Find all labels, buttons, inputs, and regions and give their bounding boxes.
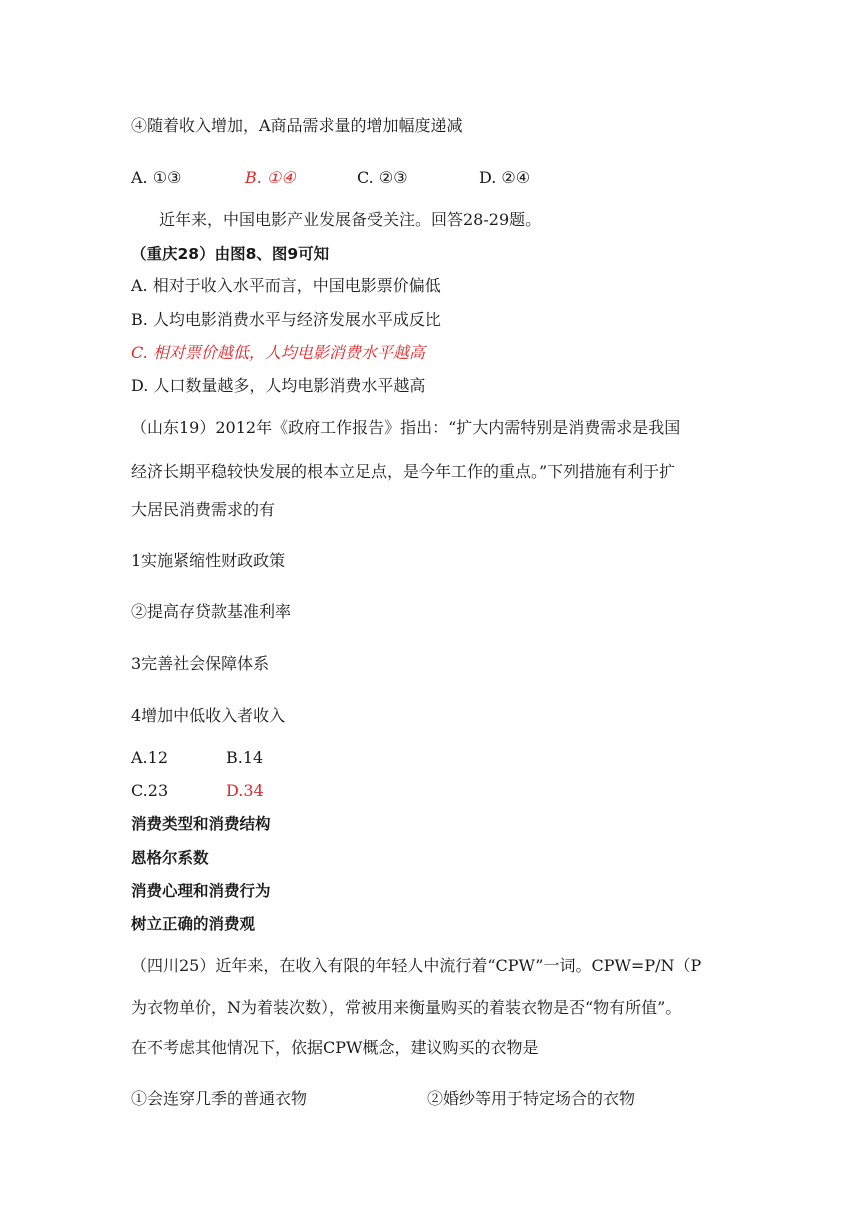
q-prev-option-d: D. ②④ <box>479 168 531 187</box>
q28-option-d: D. 人口数量越多，人均电影消费水平越高 <box>131 376 426 395</box>
q19-stem-line-2: 经济长期平稳较快发展的根本立足点，是今年工作的重点。”下列措施有利于扩 <box>131 462 676 481</box>
q28-option-b: B. 人均电影消费水平与经济发展水平成反比 <box>131 310 441 329</box>
q19-option-a: A.12 <box>131 748 168 767</box>
q-prev-option-a: A. ①③ <box>131 168 182 187</box>
q-prev-option-c: C. ②③ <box>357 168 408 187</box>
q25-stem-line-2: 为衣物单价，N为着装次数），常被用来衡量购买的着装衣物是否“物有所值”。 <box>131 998 682 1017</box>
section-heading-consumer-psychology: 消费心理和消费行为 <box>131 882 271 900</box>
q19-item-2: ②提高存贷款基准利率 <box>131 602 292 621</box>
q19-stem-line-3: 大居民消费需求的有 <box>131 500 276 519</box>
q19-item-3: 3完善社会保障体系 <box>131 654 270 673</box>
q25-item-2: ②婚纱等用于特定场合的衣物 <box>427 1089 636 1108</box>
q25-stem-line-1: （四川25）近年来，在收入有限的年轻人中流行着“CPW”一词。CPW=P/N（P <box>131 956 702 975</box>
section-heading-consumption-types: 消费类型和消费结构 <box>131 815 271 833</box>
q-prev-item-4: ④随着收入增加，A商品需求量的增加幅度递减 <box>131 116 463 135</box>
q28-stem: （重庆28）由图8、图9可知 <box>131 245 330 263</box>
q-prev-option-b-answer: B. ①④ <box>245 168 296 187</box>
q19-option-b: B.14 <box>226 748 264 767</box>
q19-item-1: 1实施紧缩性财政政策 <box>131 551 286 570</box>
q19-stem-line-1: （山东19）2012年《政府工作报告》指出：“扩大内需特别是消费需求是我国 <box>131 418 681 437</box>
q25-item-1: ①会连穿几季的普通衣物 <box>131 1089 308 1108</box>
intro-text: 近年来，中国电影产业发展备受关注。回答28-29题。 <box>159 210 542 229</box>
q19-item-4: 4增加中低收入者收入 <box>131 706 286 725</box>
section-heading-engel-coefficient: 恩格尔系数 <box>131 849 209 867</box>
q28-option-c-answer: C. 相对票价越低，人均电影消费水平越高 <box>131 343 425 362</box>
q25-stem-line-3: 在不考虑其他情况下，依据CPW概念，建议购买的衣物是 <box>131 1038 539 1057</box>
q28-option-a: A. 相对于收入水平而言，中国电影票价偏低 <box>131 276 441 295</box>
section-heading-consumption-view: 树立正确的消费观 <box>131 915 256 933</box>
q19-option-c: C.23 <box>131 781 169 800</box>
q19-option-d-answer: D.34 <box>226 781 264 800</box>
